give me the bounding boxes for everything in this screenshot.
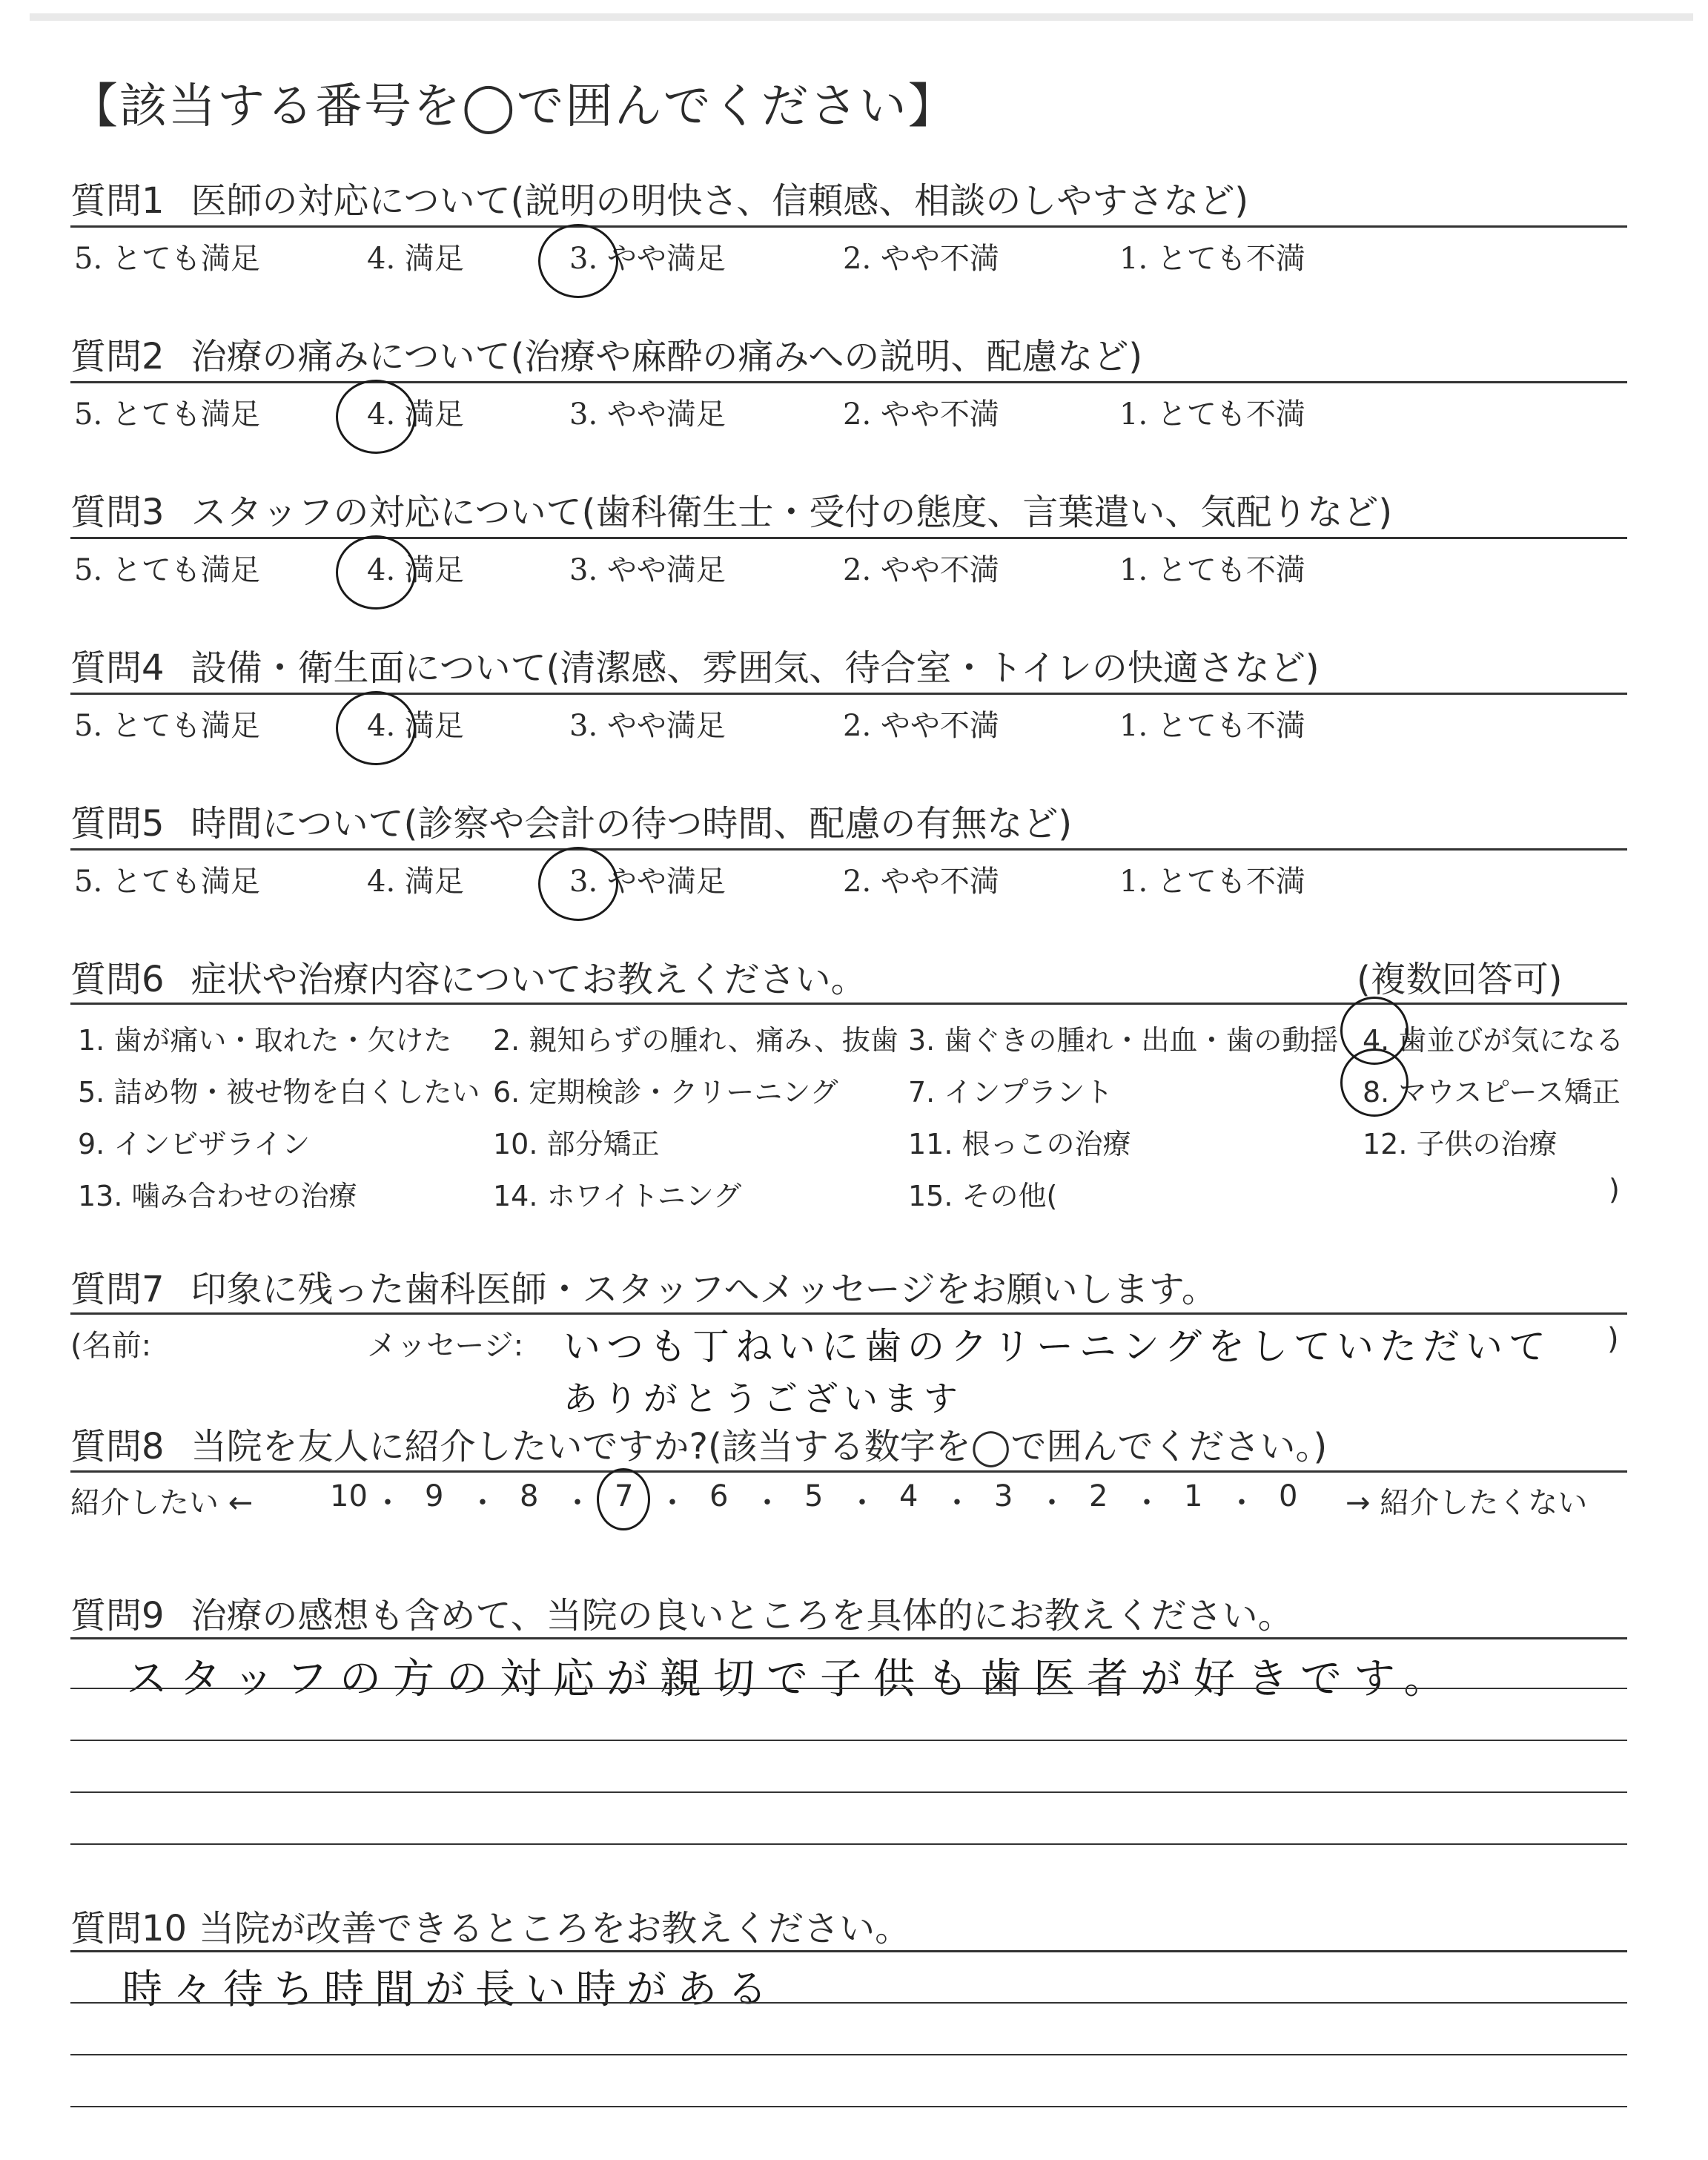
q9-answer: スタッフの方の対応が親切で子供も歯医者が好きです。	[126, 1655, 1457, 1703]
q3-option-4[interactable]: 4. 満足	[367, 553, 464, 587]
q5-heading	[70, 795, 1072, 846]
q2-option-4[interactable]: 4. 満足	[367, 397, 464, 432]
q1-text: 医師の対応について(説明の明快さ、信頼感、相談のしやすさなど)	[191, 180, 1249, 222]
q4-option-2[interactable]: 2. やや不満	[843, 709, 999, 743]
q8-text: 当院を友人に紹介したいですか?(該当する数字を◯で囲んでください。)	[191, 1426, 1328, 1467]
q8-separator-dot: ・	[1227, 1486, 1257, 1520]
q5-selection-circle	[538, 847, 618, 921]
q6-option-11[interactable]: 11. 根っこの治療	[908, 1128, 1131, 1160]
q6-option-9[interactable]: 9. インビザライン	[78, 1128, 311, 1160]
q10-line-2	[70, 2054, 1627, 2055]
q9-line-1	[70, 1688, 1627, 1689]
q2-option-1[interactable]: 1. とても不満	[1119, 397, 1305, 432]
q8-separator-dot: ・	[847, 1486, 877, 1520]
q3-option-5[interactable]: 5. とても満足	[74, 553, 260, 587]
q8-separator-dot: ・	[1132, 1486, 1162, 1520]
q3-number: 質問3	[70, 492, 165, 533]
q5-option-3[interactable]: 3. やや満足	[569, 865, 726, 899]
q5-number: 質問5	[70, 803, 165, 845]
q4-option-5[interactable]: 5. とても満足	[74, 709, 260, 743]
q1-selection-circle	[538, 224, 618, 298]
q6-option-12[interactable]: 12. 子供の治療	[1363, 1128, 1558, 1160]
q6-option-8[interactable]: 8. マウスピース矯正	[1363, 1076, 1621, 1109]
q8-separator-dot: ・	[373, 1486, 403, 1520]
q1-option-5[interactable]: 5. とても満足	[74, 242, 260, 276]
q7-close-paren: )	[1607, 1322, 1619, 1356]
q8-rule	[70, 1470, 1627, 1473]
q3-text: スタッフの対応について(歯科衛生士・受付の態度、言葉遣い、気配りなど)	[191, 492, 1393, 533]
q10-line-3	[70, 2106, 1627, 2107]
q5-option-1[interactable]: 1. とても不満	[1119, 865, 1305, 899]
q5-option-2[interactable]: 2. やや不満	[843, 865, 999, 899]
q6-option-13[interactable]: 13. 噛み合わせの治療	[78, 1180, 357, 1212]
q1-option-4[interactable]: 4. 満足	[367, 242, 464, 276]
q6-note: (複数回答可)	[1357, 959, 1563, 1000]
q2-text: 治療の痛みについて(治療や麻酔の痛みへの説明、配慮など)	[191, 336, 1143, 377]
q2-selection-circle	[336, 380, 416, 454]
q8-scale-3[interactable]: 3	[994, 1479, 1013, 1513]
q8-scale-5[interactable]: 5	[804, 1479, 824, 1513]
q6-other-close-paren: )	[1609, 1173, 1620, 1206]
q4-selection-circle	[336, 691, 416, 765]
q6-option-6[interactable]: 6. 定期検診・クリーニング	[493, 1076, 838, 1109]
q8-scale-4[interactable]: 4	[899, 1479, 918, 1513]
q4-option-4[interactable]: 4. 満足	[367, 709, 464, 743]
q6-option-2[interactable]: 2. 親知らずの腫れ、痛み、抜歯	[493, 1024, 898, 1057]
q6-text: 症状や治療内容についてお教えください。	[191, 959, 867, 1000]
q6-number: 質問6	[70, 959, 165, 1000]
q6-option-15[interactable]: 15. その他(	[908, 1180, 1058, 1212]
q8-separator-dot: ・	[658, 1486, 687, 1520]
q8-right-label: → 紹介したくない	[1345, 1486, 1588, 1520]
q8-separator-dot: ・	[942, 1486, 972, 1520]
q3-option-3[interactable]: 3. やや満足	[569, 553, 726, 587]
q1-number: 質問1	[70, 180, 165, 222]
q8-scale-10[interactable]: 10	[330, 1479, 368, 1513]
q2-heading	[70, 328, 1142, 379]
q3-option-1[interactable]: 1. とても不満	[1119, 553, 1305, 587]
q6-selection-circle-8	[1340, 1048, 1409, 1117]
scan-edge	[30, 13, 1693, 21]
q7-message-label: メッセージ:	[367, 1329, 524, 1363]
q2-rule	[70, 381, 1627, 383]
q6-option-14[interactable]: 14. ホワイトニング	[493, 1180, 742, 1212]
q10-rule	[70, 1950, 1627, 1952]
q7-message-line1: いつも丁ねいに歯のクリーニングをしていただいて	[563, 1325, 1552, 1368]
q3-rule	[70, 537, 1627, 539]
q2-number: 質問2	[70, 336, 165, 377]
q5-text: 時間について(診察や会計の待つ時間、配慮の有無など)	[191, 803, 1073, 845]
q7-rule	[70, 1312, 1627, 1315]
q6-option-1[interactable]: 1. 歯が痛い・取れた・欠けた	[78, 1024, 452, 1057]
q5-rule	[70, 848, 1627, 851]
q9-line-2	[70, 1740, 1627, 1741]
q8-scale-8[interactable]: 8	[520, 1479, 539, 1513]
q8-heading	[70, 1418, 1327, 1469]
q8-scale-7[interactable]: 7	[615, 1479, 634, 1513]
q6-option-3[interactable]: 3. 歯ぐきの腫れ・出血・歯の動揺	[908, 1024, 1339, 1057]
q10-heading	[70, 1900, 910, 1951]
q3-heading	[70, 483, 1392, 535]
q8-separator-dot: ・	[752, 1486, 782, 1520]
q10-text: 当院が改善できるところをお教えください。	[199, 1908, 911, 1949]
q8-separator-dot: ・	[1037, 1486, 1067, 1520]
q3-option-2[interactable]: 2. やや不満	[843, 553, 999, 587]
q1-rule	[70, 225, 1627, 228]
q8-scale-6[interactable]: 6	[709, 1479, 729, 1513]
q6-heading	[70, 951, 867, 1002]
q7-heading	[70, 1261, 1217, 1312]
q3-selection-circle	[336, 535, 416, 610]
q9-line-3	[70, 1791, 1627, 1793]
page-title: 【該当する番号を◯で囲んでください】	[70, 79, 957, 134]
q10-number: 質問10	[70, 1908, 188, 1949]
q6-option-5[interactable]: 5. 詰め物・被せ物を白くしたい	[78, 1076, 480, 1109]
q7-text: 印象に残った歯科医師・スタッフへメッセージをお願いします。	[191, 1269, 1217, 1310]
q8-scale-1[interactable]: 1	[1184, 1479, 1203, 1513]
q10-line-1	[70, 2002, 1627, 2004]
q1-option-3[interactable]: 3. やや満足	[569, 242, 726, 276]
q9-heading	[70, 1587, 1294, 1638]
q6-option-7[interactable]: 7. インプラント	[908, 1076, 1113, 1109]
q4-option-3[interactable]: 3. やや満足	[569, 709, 726, 743]
q4-heading	[70, 639, 1320, 690]
q8-selection-circle	[597, 1468, 650, 1530]
q8-left-label: 紹介したい ←	[70, 1486, 254, 1520]
q8-scale-2[interactable]: 2	[1089, 1479, 1108, 1513]
q5-option-4[interactable]: 4. 満足	[367, 865, 464, 899]
q2-option-2[interactable]: 2. やや不満	[843, 397, 999, 432]
q4-text: 設備・衛生面について(清潔感、雰囲気、待合室・トイレの快適さなど)	[191, 647, 1320, 689]
q7-message-line2: ありがとうございます	[563, 1378, 964, 1418]
q8-scale-0[interactable]: 0	[1279, 1479, 1298, 1513]
q8-separator-dot: ・	[563, 1486, 592, 1520]
q1-option-2[interactable]: 2. やや不満	[843, 242, 999, 276]
q7-number: 質問7	[70, 1269, 165, 1310]
q4-option-1[interactable]: 1. とても不満	[1119, 709, 1305, 743]
q2-option-5[interactable]: 5. とても満足	[74, 397, 260, 432]
q2-option-3[interactable]: 3. やや満足	[569, 397, 726, 432]
q4-number: 質問4	[70, 647, 165, 689]
q1-option-1[interactable]: 1. とても不満	[1119, 242, 1305, 276]
q5-option-5[interactable]: 5. とても満足	[74, 865, 260, 899]
q6-option-10[interactable]: 10. 部分矯正	[493, 1128, 660, 1160]
q4-rule	[70, 693, 1627, 695]
q1-heading	[70, 172, 1248, 223]
q7-name-label: (名前:	[70, 1329, 152, 1363]
q8-number: 質問8	[70, 1426, 165, 1467]
q9-line-4	[70, 1843, 1627, 1845]
q8-scale-9[interactable]: 9	[425, 1479, 444, 1513]
q9-rule	[70, 1637, 1627, 1639]
q6-option-4[interactable]: 4. 歯並びが気になる	[1363, 1024, 1624, 1057]
q9-number: 質問9	[70, 1595, 165, 1636]
q10-answer: 時々待ち時間が長い時がある	[122, 1966, 778, 2012]
q9-text: 治療の感想も含めて、当院の良いところを具体的にお教えください。	[191, 1595, 1294, 1636]
q8-separator-dot: ・	[468, 1486, 497, 1520]
